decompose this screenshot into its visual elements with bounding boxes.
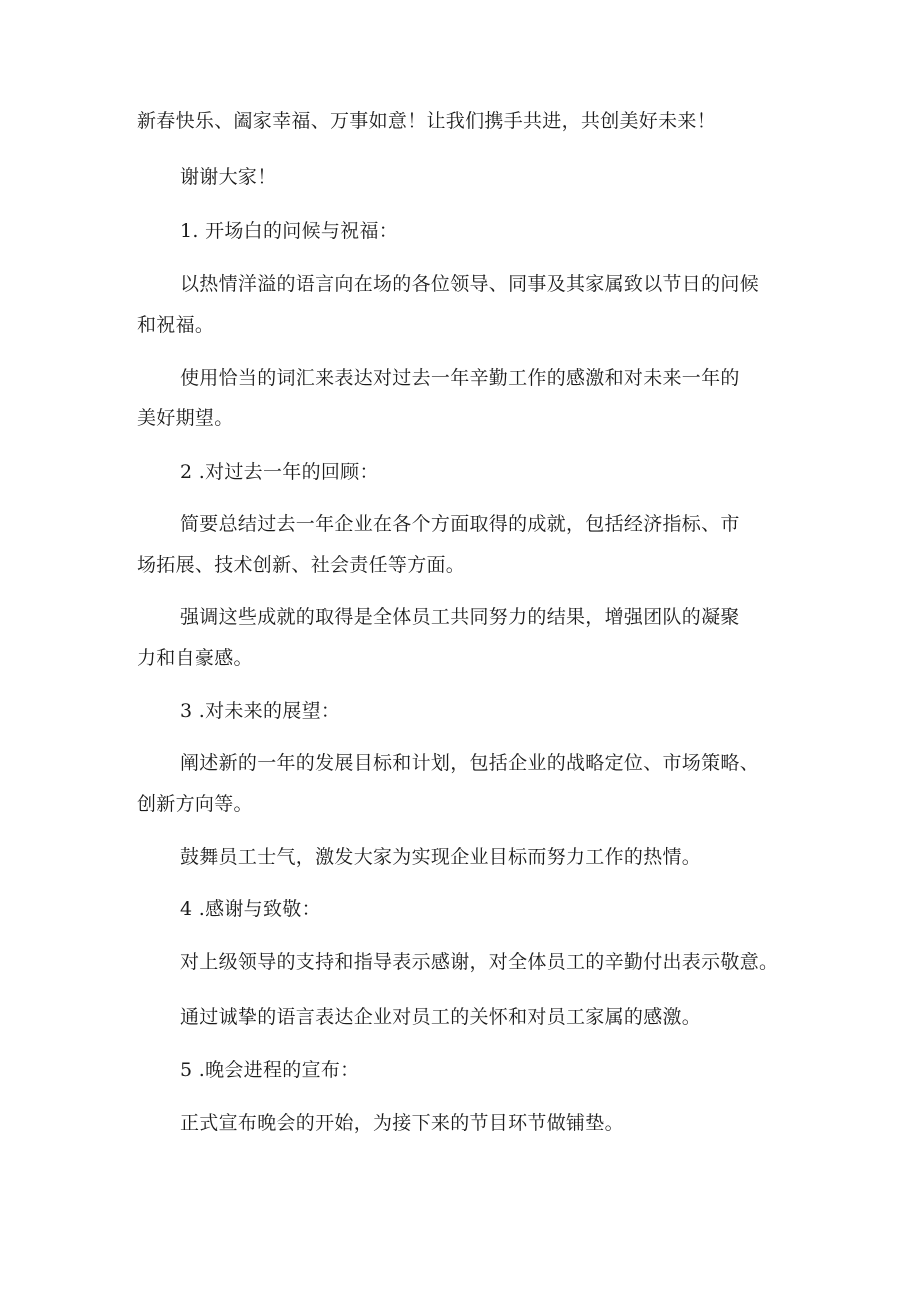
paragraph-line: 阐述新的一年的发展目标和计划，包括企业的战略定位、市场策略、	[180, 752, 760, 774]
paragraph-line: 鼓舞员工士气，激发大家为实现企业目标而努力工作的热情。	[180, 846, 702, 868]
paragraph-line: 通过诚挚的语言表达企业对员工的关怀和对员工家属的感激。	[180, 1006, 702, 1028]
paragraph-line: 和祝福。	[137, 314, 215, 336]
paragraph-line: 创新方向等。	[137, 793, 253, 815]
closing-wishes-text: 新春快乐、阖家幸福、万事如意！让我们携手共进，共创美好未来！	[137, 110, 717, 132]
paragraph-line: 正式宣布晚会的开始，为接下来的节目环节做铺垫。	[180, 1112, 624, 1134]
paragraph-line: 强调这些成就的取得是全体员工共同努力的结果，增强团队的凝聚	[180, 606, 740, 628]
section-heading-1: 1. 开场白的问候与祝福：	[180, 220, 399, 242]
section-heading-5: 5 .晚会进程的宣布：	[180, 1059, 360, 1081]
paragraph-line: 使用恰当的词汇来表达对过去一年辛勤工作的感激和对未来一年的	[180, 367, 740, 389]
paragraph-line: 对上级领导的支持和指导表示感谢，对全体员工的辛勤付出表示敬意。	[180, 951, 779, 973]
paragraph-line: 美好期望。	[137, 407, 234, 429]
paragraph-line: 以热情洋溢的语言向在场的各位领导、同事及其家属致以节日的问候	[180, 273, 760, 295]
section-heading-2: 2 .对过去一年的回顾：	[180, 461, 379, 483]
section-heading-4: 4 .感谢与致敬：	[180, 898, 321, 920]
paragraph-line: 简要总结过去一年企业在各个方面取得的成就，包括经济指标、市	[180, 513, 740, 535]
thanks-text: 谢谢大家！	[180, 166, 277, 188]
paragraph-line: 场拓展、技术创新、社会责任等方面。	[137, 554, 466, 576]
section-heading-3: 3 .对未来的展望：	[180, 700, 341, 722]
paragraph-line: 力和自豪感。	[137, 647, 253, 669]
